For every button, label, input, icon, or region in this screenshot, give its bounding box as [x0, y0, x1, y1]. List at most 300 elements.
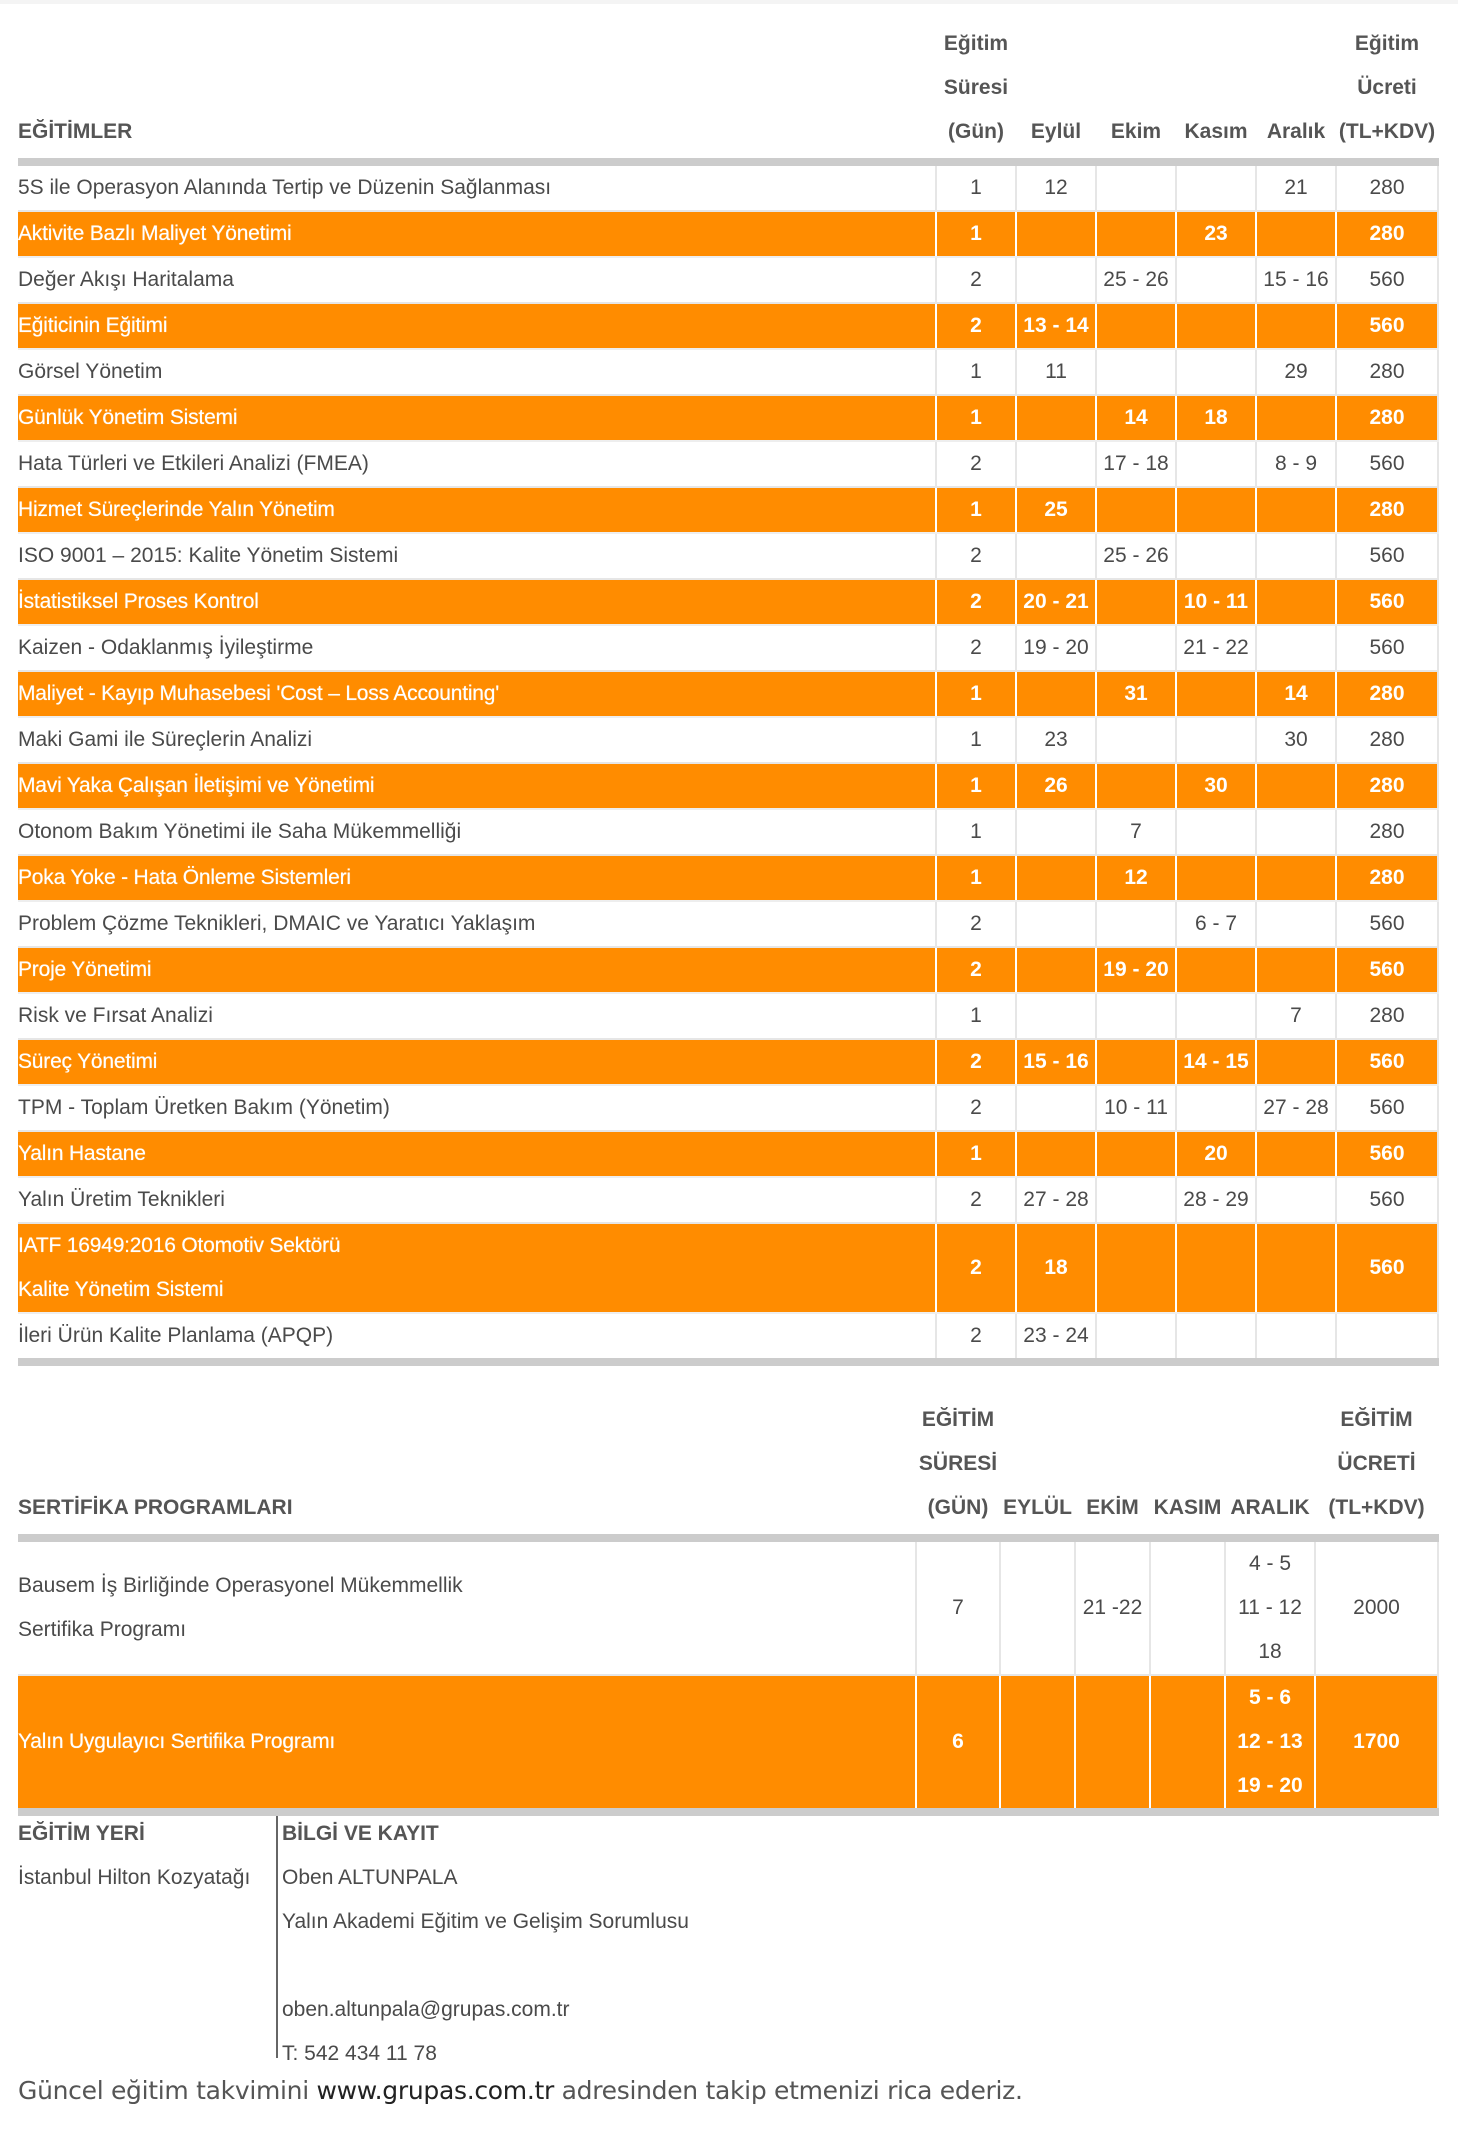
eylul-cell: 11 [1016, 349, 1096, 395]
fee-cell: 280 [1336, 717, 1438, 763]
table-row [18, 211, 1438, 257]
duration-cell: 2 [936, 947, 1016, 993]
kasim-cell [1176, 717, 1256, 763]
cert-header-month-aralik: ARALIK [1225, 1398, 1315, 1538]
program-name-cell-line: Hata Türleri ve Etkileri Analizi (FMEA) [18, 452, 369, 475]
fee-cell: 280 [1336, 349, 1438, 395]
duration-cell: 1 [936, 717, 1016, 763]
fee-cell: 280 [1336, 763, 1438, 809]
header-month-kasim: Kasım [1176, 22, 1256, 162]
duration-cell: 1 [936, 487, 1016, 533]
table-row [18, 947, 1438, 993]
fee-cell: 1700 [1315, 1675, 1438, 1812]
location-column [18, 1812, 276, 2067]
fee-cell: 560 [1336, 901, 1438, 947]
ekim-cell [1096, 579, 1176, 625]
fee-cell: 560 [1336, 1177, 1438, 1223]
aralik-cell [1256, 487, 1336, 533]
duration-cell: 2 [936, 441, 1016, 487]
contact-role: Yalın Akademi Eğitim ve Gelişim Sorumlusu [282, 1910, 689, 1933]
duration-cell: 2 [936, 303, 1016, 349]
eylul-cell [1016, 809, 1096, 855]
table-row [18, 1131, 1438, 1177]
duration-cell: 2 [936, 901, 1016, 947]
ekim-cell: 17 - 18 [1096, 441, 1176, 487]
eylul-cell [1016, 1085, 1096, 1131]
duration-cell: 1 [936, 993, 1016, 1039]
program-name-cell-line: Yalın Üretim Teknikleri [18, 1188, 225, 1211]
eylul-cell [1000, 1538, 1075, 1675]
duration-cell: 2 [936, 579, 1016, 625]
program-name-cell-line: Bausem İş Birliğinde Operasyonel Mükemmellik [18, 1574, 463, 1597]
duration-cell: 2 [936, 1313, 1016, 1362]
program-name-cell-line: İstatistiksel Proses Kontrol [18, 590, 259, 613]
kasim-cell [1176, 947, 1256, 993]
cert-header-month-ekim: EKİM [1075, 1398, 1150, 1538]
table-row [18, 1223, 1438, 1313]
kasim-cell [1176, 993, 1256, 1039]
aralik-cell [1256, 1131, 1336, 1177]
program-name-cell-line: Yalın Uygulayıcı Sertifika Programı [18, 1730, 336, 1753]
program-name-cell [18, 1085, 936, 1131]
eylul-cell: 12 [1016, 162, 1096, 211]
fee-cell: 280 [1336, 395, 1438, 441]
kasim-cell: 10 - 11 [1176, 579, 1256, 625]
table-row [18, 533, 1438, 579]
fee-cell: 280 [1336, 487, 1438, 533]
eylul-cell: 26 [1016, 763, 1096, 809]
certificates-title: SERTİFİKA PROGRAMLARI [18, 1398, 916, 1538]
table-row [18, 763, 1438, 809]
program-name-cell-line: 5S ile Operasyon Alanında Tertip ve Düzenin Sağlanması [18, 176, 552, 199]
aralik-cell-line: 5 - 6 [1248, 1686, 1292, 1709]
program-name-cell-line: Risk ve Fırsat Analizi [18, 1004, 213, 1027]
location-title: EĞİTİM YERİ [18, 1822, 145, 1845]
header-duration-line1: Eğitim [943, 32, 1009, 55]
ekim-cell [1075, 1538, 1150, 1675]
aralik-cell: 14 [1256, 671, 1336, 717]
cert-header-fee [1315, 1398, 1438, 1538]
kasim-cell: 14 - 15 [1176, 1039, 1256, 1085]
cert-header-fee-line2: ÜCRETİ [1337, 1452, 1416, 1475]
program-name-cell [18, 533, 936, 579]
program-name-cell-line: Kaizen - Odaklanmış İyileştirme [18, 636, 314, 659]
table-row [18, 855, 1438, 901]
program-name-cell-line: Sertifika Programı [18, 1618, 187, 1641]
kasim-cell [1176, 257, 1256, 303]
kasim-cell: 21 - 22 [1176, 625, 1256, 671]
duration-cell: 1 [936, 671, 1016, 717]
aralik-cell [1256, 1177, 1336, 1223]
kasim-cell: 23 [1176, 211, 1256, 257]
fee-cell: 2000 [1315, 1538, 1438, 1675]
contact-email-link[interactable]: oben.altunpala@grupas.com.tr [282, 1998, 570, 2021]
program-name-cell [18, 441, 936, 487]
aralik-cell [1256, 625, 1336, 671]
program-name-cell [18, 763, 936, 809]
aralik-cell [1256, 303, 1336, 349]
program-name-cell [18, 395, 936, 441]
table-row [18, 1039, 1438, 1085]
eylul-cell [1000, 1675, 1075, 1812]
program-name-cell [18, 1223, 936, 1313]
header-fee [1336, 22, 1438, 162]
kasim-cell [1176, 855, 1256, 901]
duration-cell: 1 [936, 763, 1016, 809]
kasim-cell [1176, 349, 1256, 395]
website-link[interactable]: www.grupas.com.tr [316, 2076, 554, 2105]
note-text-after: adresinden takip etmenizi rica ederiz. [553, 2076, 1023, 2105]
eylul-cell [1016, 441, 1096, 487]
aralik-cell [1256, 395, 1336, 441]
cert-header-duration-line3: (GÜN) [927, 1496, 989, 1519]
ekim-cell: 31 [1096, 671, 1176, 717]
aralik-cell [1256, 211, 1336, 257]
eylul-cell: 18 [1016, 1223, 1096, 1313]
fee-cell: 560 [1336, 533, 1438, 579]
program-name-cell [18, 211, 936, 257]
table-row [18, 809, 1438, 855]
table-row [18, 349, 1438, 395]
fee-cell: 560 [1336, 257, 1438, 303]
header-month-aralik: Aralık [1256, 22, 1336, 162]
aralik-cell [1225, 1538, 1315, 1675]
kasim-cell [1176, 162, 1256, 211]
kasim-cell [1176, 441, 1256, 487]
table-row [18, 487, 1438, 533]
fee-cell: 280 [1336, 809, 1438, 855]
table-row [18, 993, 1438, 1039]
table-row [18, 303, 1438, 349]
program-name-cell [18, 947, 936, 993]
ekim-cell [1096, 993, 1176, 1039]
duration-cell: 2 [936, 1039, 1016, 1085]
eylul-cell [1016, 993, 1096, 1039]
ekim-cell [1075, 1675, 1150, 1812]
table-row [18, 1675, 1438, 1812]
kasim-cell [1150, 1675, 1225, 1812]
fee-cell: 560 [1336, 579, 1438, 625]
header-duration-line2: Süresi [943, 76, 1009, 99]
duration-cell: 2 [936, 257, 1016, 303]
fee-cell: 560 [1336, 1039, 1438, 1085]
kasim-cell: 6 - 7 [1176, 901, 1256, 947]
top-divider [0, 0, 1458, 4]
program-name-cell-line: ISO 9001 – 2015: Kalite Yönetim Sistemi [18, 544, 399, 567]
certificates-table [18, 1398, 1439, 1816]
ekim-cell: 14 [1096, 395, 1176, 441]
kasim-cell [1176, 1085, 1256, 1131]
kasim-cell: 28 - 29 [1176, 1177, 1256, 1223]
program-name-cell [18, 717, 936, 763]
eylul-cell [1016, 855, 1096, 901]
eylul-cell: 19 - 20 [1016, 625, 1096, 671]
aralik-cell: 30 [1256, 717, 1336, 763]
duration-cell: 2 [936, 1223, 1016, 1313]
program-name-cell [18, 1675, 916, 1812]
kasim-cell: 20 [1176, 1131, 1256, 1177]
table-row [18, 901, 1438, 947]
calendar-note [18, 2076, 1023, 2105]
program-name-cell-line: Hizmet Süreçlerinde Yalın Yönetim [18, 498, 335, 521]
ekim-cell-line: 21 -22 [1082, 1596, 1143, 1619]
table-row [18, 257, 1438, 303]
program-name-cell-line: TPM - Toplam Üretken Bakım (Yönetim) [18, 1096, 390, 1119]
program-name-cell-line: Proje Yönetimi [18, 958, 152, 981]
aralik-cell [1256, 1039, 1336, 1085]
table-row [18, 1313, 1438, 1362]
duration-cell: 2 [936, 1177, 1016, 1223]
table-row [18, 1538, 1438, 1675]
cert-header-duration [916, 1398, 1000, 1538]
program-name-cell [18, 579, 936, 625]
note-text-before: Güncel eğitim takvimini [18, 2076, 317, 2105]
ekim-cell: 7 [1096, 809, 1176, 855]
fee-cell: 280 [1336, 211, 1438, 257]
aralik-cell [1256, 1223, 1336, 1313]
fee-cell: 560 [1336, 1085, 1438, 1131]
duration-cell: 1 [936, 809, 1016, 855]
kasim-cell [1176, 487, 1256, 533]
aralik-cell: 27 - 28 [1256, 1085, 1336, 1131]
duration-cell: 1 [936, 395, 1016, 441]
aralik-cell: 7 [1256, 993, 1336, 1039]
ekim-cell: 10 - 11 [1096, 1085, 1176, 1131]
ekim-cell [1096, 487, 1176, 533]
duration-cell: 6 [916, 1675, 1000, 1812]
fee-cell: 560 [1336, 441, 1438, 487]
program-name-cell [18, 855, 936, 901]
aralik-cell [1256, 947, 1336, 993]
duration-cell: 1 [936, 211, 1016, 257]
aralik-cell: 8 - 9 [1256, 441, 1336, 487]
footer-info [18, 1812, 1438, 2067]
program-name-cell [18, 303, 936, 349]
program-name-cell-line: Otonom Bakım Yönetimi ile Saha Mükemmelliği [18, 820, 462, 843]
aralik-cell-line: 19 - 20 [1237, 1774, 1303, 1797]
eylul-cell: 20 - 21 [1016, 579, 1096, 625]
program-name-cell-line: Değer Akışı Haritalama [18, 268, 234, 291]
ekim-cell [1096, 349, 1176, 395]
ekim-cell [1096, 763, 1176, 809]
eylul-cell [1016, 1131, 1096, 1177]
program-name-cell [18, 809, 936, 855]
ekim-cell: 19 - 20 [1096, 947, 1176, 993]
program-name-cell-line: İleri Ürün Kalite Planlama (APQP) [18, 1324, 334, 1347]
program-name-cell [18, 901, 936, 947]
program-name-cell-line: Maki Gami ile Süreçlerin Analizi [18, 728, 313, 751]
kasim-cell [1176, 1313, 1256, 1362]
eylul-cell [1016, 671, 1096, 717]
aralik-cell: 29 [1256, 349, 1336, 395]
eylul-cell [1016, 211, 1096, 257]
duration-cell: 1 [936, 855, 1016, 901]
fee-cell: 280 [1336, 855, 1438, 901]
duration-cell: 7 [916, 1538, 1000, 1675]
footer-divider [276, 1816, 278, 2058]
eylul-cell [1016, 257, 1096, 303]
program-name-cell [18, 162, 936, 211]
eylul-cell: 23 [1016, 717, 1096, 763]
header-duration-line3: (Gün) [948, 120, 1004, 143]
ekim-cell: 25 - 26 [1096, 257, 1176, 303]
program-name-cell-line: Eğiticinin Eğitimi [18, 314, 168, 337]
table-row [18, 625, 1438, 671]
header-fee-line2: Ücreti [1357, 76, 1417, 99]
program-name-cell-line: Süreç Yönetimi [18, 1050, 158, 1073]
table-row [18, 1085, 1438, 1131]
eylul-cell [1016, 533, 1096, 579]
aralik-cell-line: 18 [1258, 1640, 1282, 1663]
program-name-cell [18, 1131, 936, 1177]
kasim-cell [1176, 1223, 1256, 1313]
program-name-cell-line: Poka Yoke - Hata Önleme Sistemleri [18, 866, 351, 889]
trainings-table [18, 22, 1439, 1366]
ekim-cell: 25 - 26 [1096, 533, 1176, 579]
trainings-header-row [18, 22, 1438, 162]
aralik-cell-line: 12 - 13 [1237, 1730, 1303, 1753]
certificates-header-row [18, 1398, 1438, 1538]
ekim-cell [1096, 162, 1176, 211]
contact-title: BİLGİ VE KAYIT [282, 1822, 439, 1845]
table-row [18, 579, 1438, 625]
eylul-cell: 15 - 16 [1016, 1039, 1096, 1085]
eylul-cell [1016, 901, 1096, 947]
eylul-cell: 23 - 24 [1016, 1313, 1096, 1362]
aralik-cell [1256, 855, 1336, 901]
table-row [18, 441, 1438, 487]
table-row [18, 717, 1438, 763]
cert-header-month-kasim: KASIM [1150, 1398, 1225, 1538]
ekim-cell [1096, 1313, 1176, 1362]
eylul-cell: 27 - 28 [1016, 1177, 1096, 1223]
aralik-cell [1225, 1675, 1315, 1812]
program-name-cell [18, 993, 936, 1039]
trainings-body [18, 162, 1438, 1362]
program-name-cell-line: Mavi Yaka Çalışan İletişimi ve Yönetimi [18, 774, 375, 797]
program-name-cell [18, 487, 936, 533]
fee-cell: 560 [1336, 1223, 1438, 1313]
fee-cell: 280 [1336, 671, 1438, 717]
program-name-cell-line: Görsel Yönetim [18, 360, 163, 383]
ekim-cell [1096, 1131, 1176, 1177]
ekim-cell [1096, 1223, 1176, 1313]
header-fee-line1: Eğitim [1354, 32, 1420, 55]
duration-cell: 1 [936, 349, 1016, 395]
aralik-cell [1256, 901, 1336, 947]
aralik-cell-line: 4 - 5 [1248, 1552, 1292, 1575]
ekim-cell [1096, 1177, 1176, 1223]
program-name-cell-line: Yalın Hastane [18, 1142, 146, 1165]
aralik-cell [1256, 763, 1336, 809]
contact-phone: T: 542 434 11 78 [282, 2042, 437, 2065]
program-name-cell [18, 1177, 936, 1223]
program-name-cell [18, 1039, 936, 1085]
contact-name: Oben ALTUNPALA [282, 1866, 458, 1889]
kasim-cell [1176, 533, 1256, 579]
table-row [18, 395, 1438, 441]
trainings-title: EĞİTİMLER [18, 22, 936, 162]
kasim-cell [1150, 1538, 1225, 1675]
program-name-cell-line: Kalite Yönetim Sistemi [18, 1278, 224, 1301]
ekim-cell [1096, 303, 1176, 349]
fee-cell: 560 [1336, 947, 1438, 993]
aralik-cell [1256, 533, 1336, 579]
fee-cell: 280 [1336, 993, 1438, 1039]
fee-cell: 560 [1336, 303, 1438, 349]
aralik-cell: 15 - 16 [1256, 257, 1336, 303]
duration-cell: 2 [936, 625, 1016, 671]
program-name-cell-line: Maliyet - Kayıp Muhasebesi 'Cost – Loss Accounting' [18, 682, 500, 705]
contact-column [282, 1812, 1182, 2076]
program-name-cell-line: Günlük Yönetim Sistemi [18, 406, 238, 429]
header-month-eylul: Eylül [1016, 22, 1096, 162]
cert-header-month-eylul: EYLÜL [1000, 1398, 1075, 1538]
certificates-body [18, 1538, 1438, 1812]
cert-header-duration-line1: EĞİTİM [921, 1408, 995, 1431]
kasim-cell: 18 [1176, 395, 1256, 441]
eylul-cell [1016, 947, 1096, 993]
program-name-cell [18, 1538, 916, 1675]
duration-cell: 1 [936, 1131, 1016, 1177]
table-row [18, 1177, 1438, 1223]
aralik-cell [1256, 809, 1336, 855]
fee-cell: 560 [1336, 625, 1438, 671]
ekim-cell [1096, 717, 1176, 763]
ekim-cell: 12 [1096, 855, 1176, 901]
program-name-cell-line: Aktivite Bazlı Maliyet Yönetimi [18, 222, 292, 245]
aralik-cell [1256, 579, 1336, 625]
kasim-cell [1176, 809, 1256, 855]
aralik-cell-line: 11 - 12 [1238, 1596, 1302, 1619]
fee-cell: 560 [1336, 1131, 1438, 1177]
program-name-cell [18, 257, 936, 303]
table-row [18, 162, 1438, 211]
program-name-cell [18, 625, 936, 671]
eylul-cell [1016, 395, 1096, 441]
fee-cell: 280 [1336, 162, 1438, 211]
program-name-cell-line: Problem Çözme Teknikleri, DMAIC ve Yaratıcı Yaklaşım [18, 912, 536, 935]
kasim-cell [1176, 303, 1256, 349]
aralik-cell: 21 [1256, 162, 1336, 211]
eylul-cell: 13 - 14 [1016, 303, 1096, 349]
aralik-cell [1256, 1313, 1336, 1362]
cert-header-fee-line3: (TL+KDV) [1328, 1496, 1425, 1519]
kasim-cell [1176, 671, 1256, 717]
table-row [18, 671, 1438, 717]
ekim-cell [1096, 625, 1176, 671]
ekim-cell [1096, 1039, 1176, 1085]
duration-cell: 2 [936, 533, 1016, 579]
duration-cell: 2 [936, 1085, 1016, 1131]
eylul-cell: 25 [1016, 487, 1096, 533]
ekim-cell [1096, 901, 1176, 947]
location-value: İstanbul Hilton Kozyatağı [18, 1866, 251, 1889]
program-name-cell-line: IATF 16949:2016 Otomotiv Sektörü [18, 1234, 341, 1257]
program-name-cell [18, 1313, 936, 1362]
header-month-ekim: Ekim [1096, 22, 1176, 162]
cert-header-duration-line2: SÜRESİ [918, 1452, 998, 1475]
header-duration [936, 22, 1016, 162]
header-fee-line3: (TL+KDV) [1338, 120, 1436, 143]
fee-cell [1336, 1313, 1438, 1362]
ekim-cell [1096, 211, 1176, 257]
duration-cell: 1 [936, 162, 1016, 211]
kasim-cell: 30 [1176, 763, 1256, 809]
cert-header-fee-line1: EĞİTİM [1340, 1408, 1413, 1431]
program-name-cell [18, 671, 936, 717]
program-name-cell [18, 349, 936, 395]
